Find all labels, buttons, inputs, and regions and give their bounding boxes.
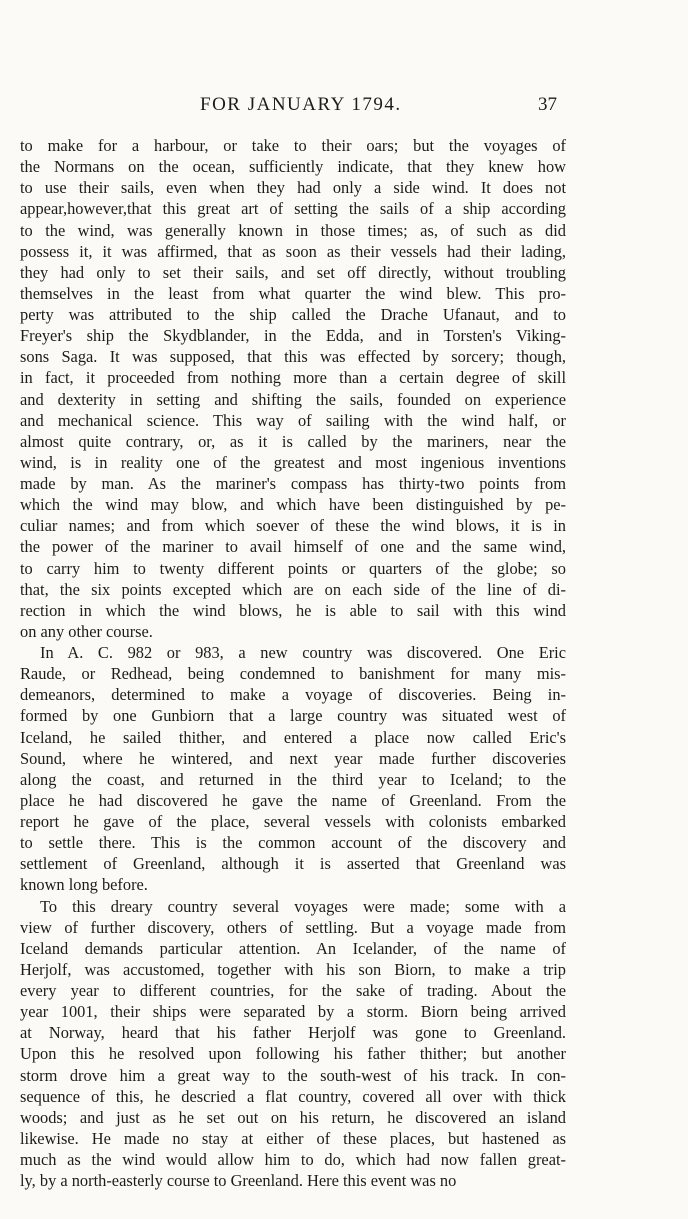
text-line: along the coast, and returned in the third year to Iceland; to the	[20, 769, 566, 789]
text-line: likewise. He made no stay at either of these places, but hastened as	[20, 1128, 566, 1148]
text-line: formed by one Gunbiorn that a large country was situated west of	[20, 706, 566, 726]
text-line: wind, is in reality one of the greatest and most ingenious inventions	[20, 452, 566, 472]
text-line: sons Saga. It was supposed, that this was effected by sorcery; though,	[20, 347, 566, 367]
text-line: made by man. As the mariner's compass has thirty-two points from	[20, 474, 566, 493]
paragraph	[20, 135, 566, 642]
text-line: culiar names; and from which soever of these the wind blows, it is in	[20, 516, 566, 536]
text-line: known long before.	[20, 875, 148, 895]
text-line: which the wind may blow, and which have been distinguished by pe-	[20, 495, 566, 515]
text-line: place he had discovered he gave the name of Greenland. From the	[20, 790, 566, 810]
text-line: Freyer's ship the Skydblander, in the Edda, and in Torsten's Viking-	[20, 326, 566, 346]
text-line: In A. C. 982 or 983, a new country was discovered. One Eric	[40, 643, 566, 662]
text-line: to make for a harbour, or take to their oars; but the voyages of	[20, 136, 566, 155]
text-line: Iceland demands particular attention. An Icelander, of the name of	[20, 938, 566, 958]
text-line: to carry him to twenty different points or quarters of the globe; so	[20, 558, 566, 578]
text-line: storm drove him a great way to the south-west of his track. In con-	[20, 1065, 566, 1085]
text-line: and dexterity in setting and shifting the sails, founded on experience	[20, 389, 566, 409]
page-number: 37	[538, 94, 557, 115]
text-line: and mechanical science. This way of sailing with the wind half, or	[20, 410, 566, 430]
text-line: woods; and just as he set out on his return, he discovered an island	[20, 1107, 566, 1127]
text-line: year 1001, their ships were separated by a storm. Biorn being arrived	[20, 1002, 566, 1022]
text-line: demeanors, determined to make a voyage of discoveries. Being in-	[20, 685, 566, 705]
text-line: appear,however,that this great art of setting the sails of a ship according	[20, 199, 566, 219]
text-line: ly, by a north-easterly course to Greenland. Here this event was no	[20, 1171, 457, 1191]
text-line: possess it, it was affirmed, that as soon as their vessels had their lading,	[20, 241, 566, 261]
text-line: settlement of Greenland, although it is asserted that Greenland was	[20, 854, 566, 874]
text-line: report he gave of the place, several vessels with colonists embarked	[20, 812, 566, 831]
text-line: sequence of this, he descried a flat country, covered all over with thick	[20, 1086, 566, 1106]
text-line: every year to different countries, for the sake of trading. About the	[20, 981, 566, 1000]
text-line: perty was attributed to the ship called the Drache Ufanaut, and to	[20, 305, 566, 324]
text-line: much as the wind would allow him to do, which had now fallen great-	[20, 1150, 566, 1169]
text-line: they had only to set their sails, and set off directly, without troubling	[20, 262, 566, 282]
body-text	[20, 135, 566, 1191]
text-line: on any other course.	[20, 621, 153, 641]
text-line: Iceland, he sailed thither, and entered a place now called Eric's	[20, 727, 566, 747]
text-line: Sound, where he wintered, and next year made further discoveries	[20, 748, 566, 768]
paragraph	[20, 896, 566, 1192]
text-line: the Normans on the ocean, sufficiently indicate, that they knew how	[20, 157, 566, 177]
text-line: Raude, or Redhead, being condemned to banishment for many mis-	[20, 664, 566, 684]
text-line: view of further discovery, others of settling. But a voyage made from	[20, 917, 566, 937]
text-line: Upon this he resolved upon following his father thither; but another	[20, 1044, 566, 1064]
text-line: to settle there. This is the common account of the discovery and	[20, 833, 566, 853]
text-line: in fact, it proceeded from nothing more than a certain degree of skill	[20, 368, 566, 388]
text-line: to use their sails, even when they had only a side wind. It does not	[20, 178, 566, 198]
text-line: Herjolf, was accustomed, together with his son Biorn, to make a trip	[20, 959, 566, 979]
text-line: that, the six points excepted which are on each side of the line of di-	[20, 579, 566, 599]
text-line: To this dreary country several voyages were made; some with a	[40, 896, 566, 916]
paragraph	[20, 642, 566, 896]
text-line: rection in which the wind blows, he is able to sail with this wind	[20, 600, 566, 620]
text-line: themselves in the least from what quarter the wind blew. This pro-	[20, 283, 566, 303]
page-header	[0, 94, 688, 124]
text-line: to the wind, was generally known in those times; as, of such as did	[20, 220, 566, 240]
text-line: almost quite contrary, or, as it is called by the mariners, near the	[20, 431, 566, 451]
running-title: FOR JANUARY 1794.	[200, 94, 402, 115]
text-line: at Norway, heard that his father Herjolf was gone to Greenland.	[20, 1023, 566, 1043]
text-line: the power of the mariner to avail himself of one and the same wind,	[20, 537, 566, 557]
